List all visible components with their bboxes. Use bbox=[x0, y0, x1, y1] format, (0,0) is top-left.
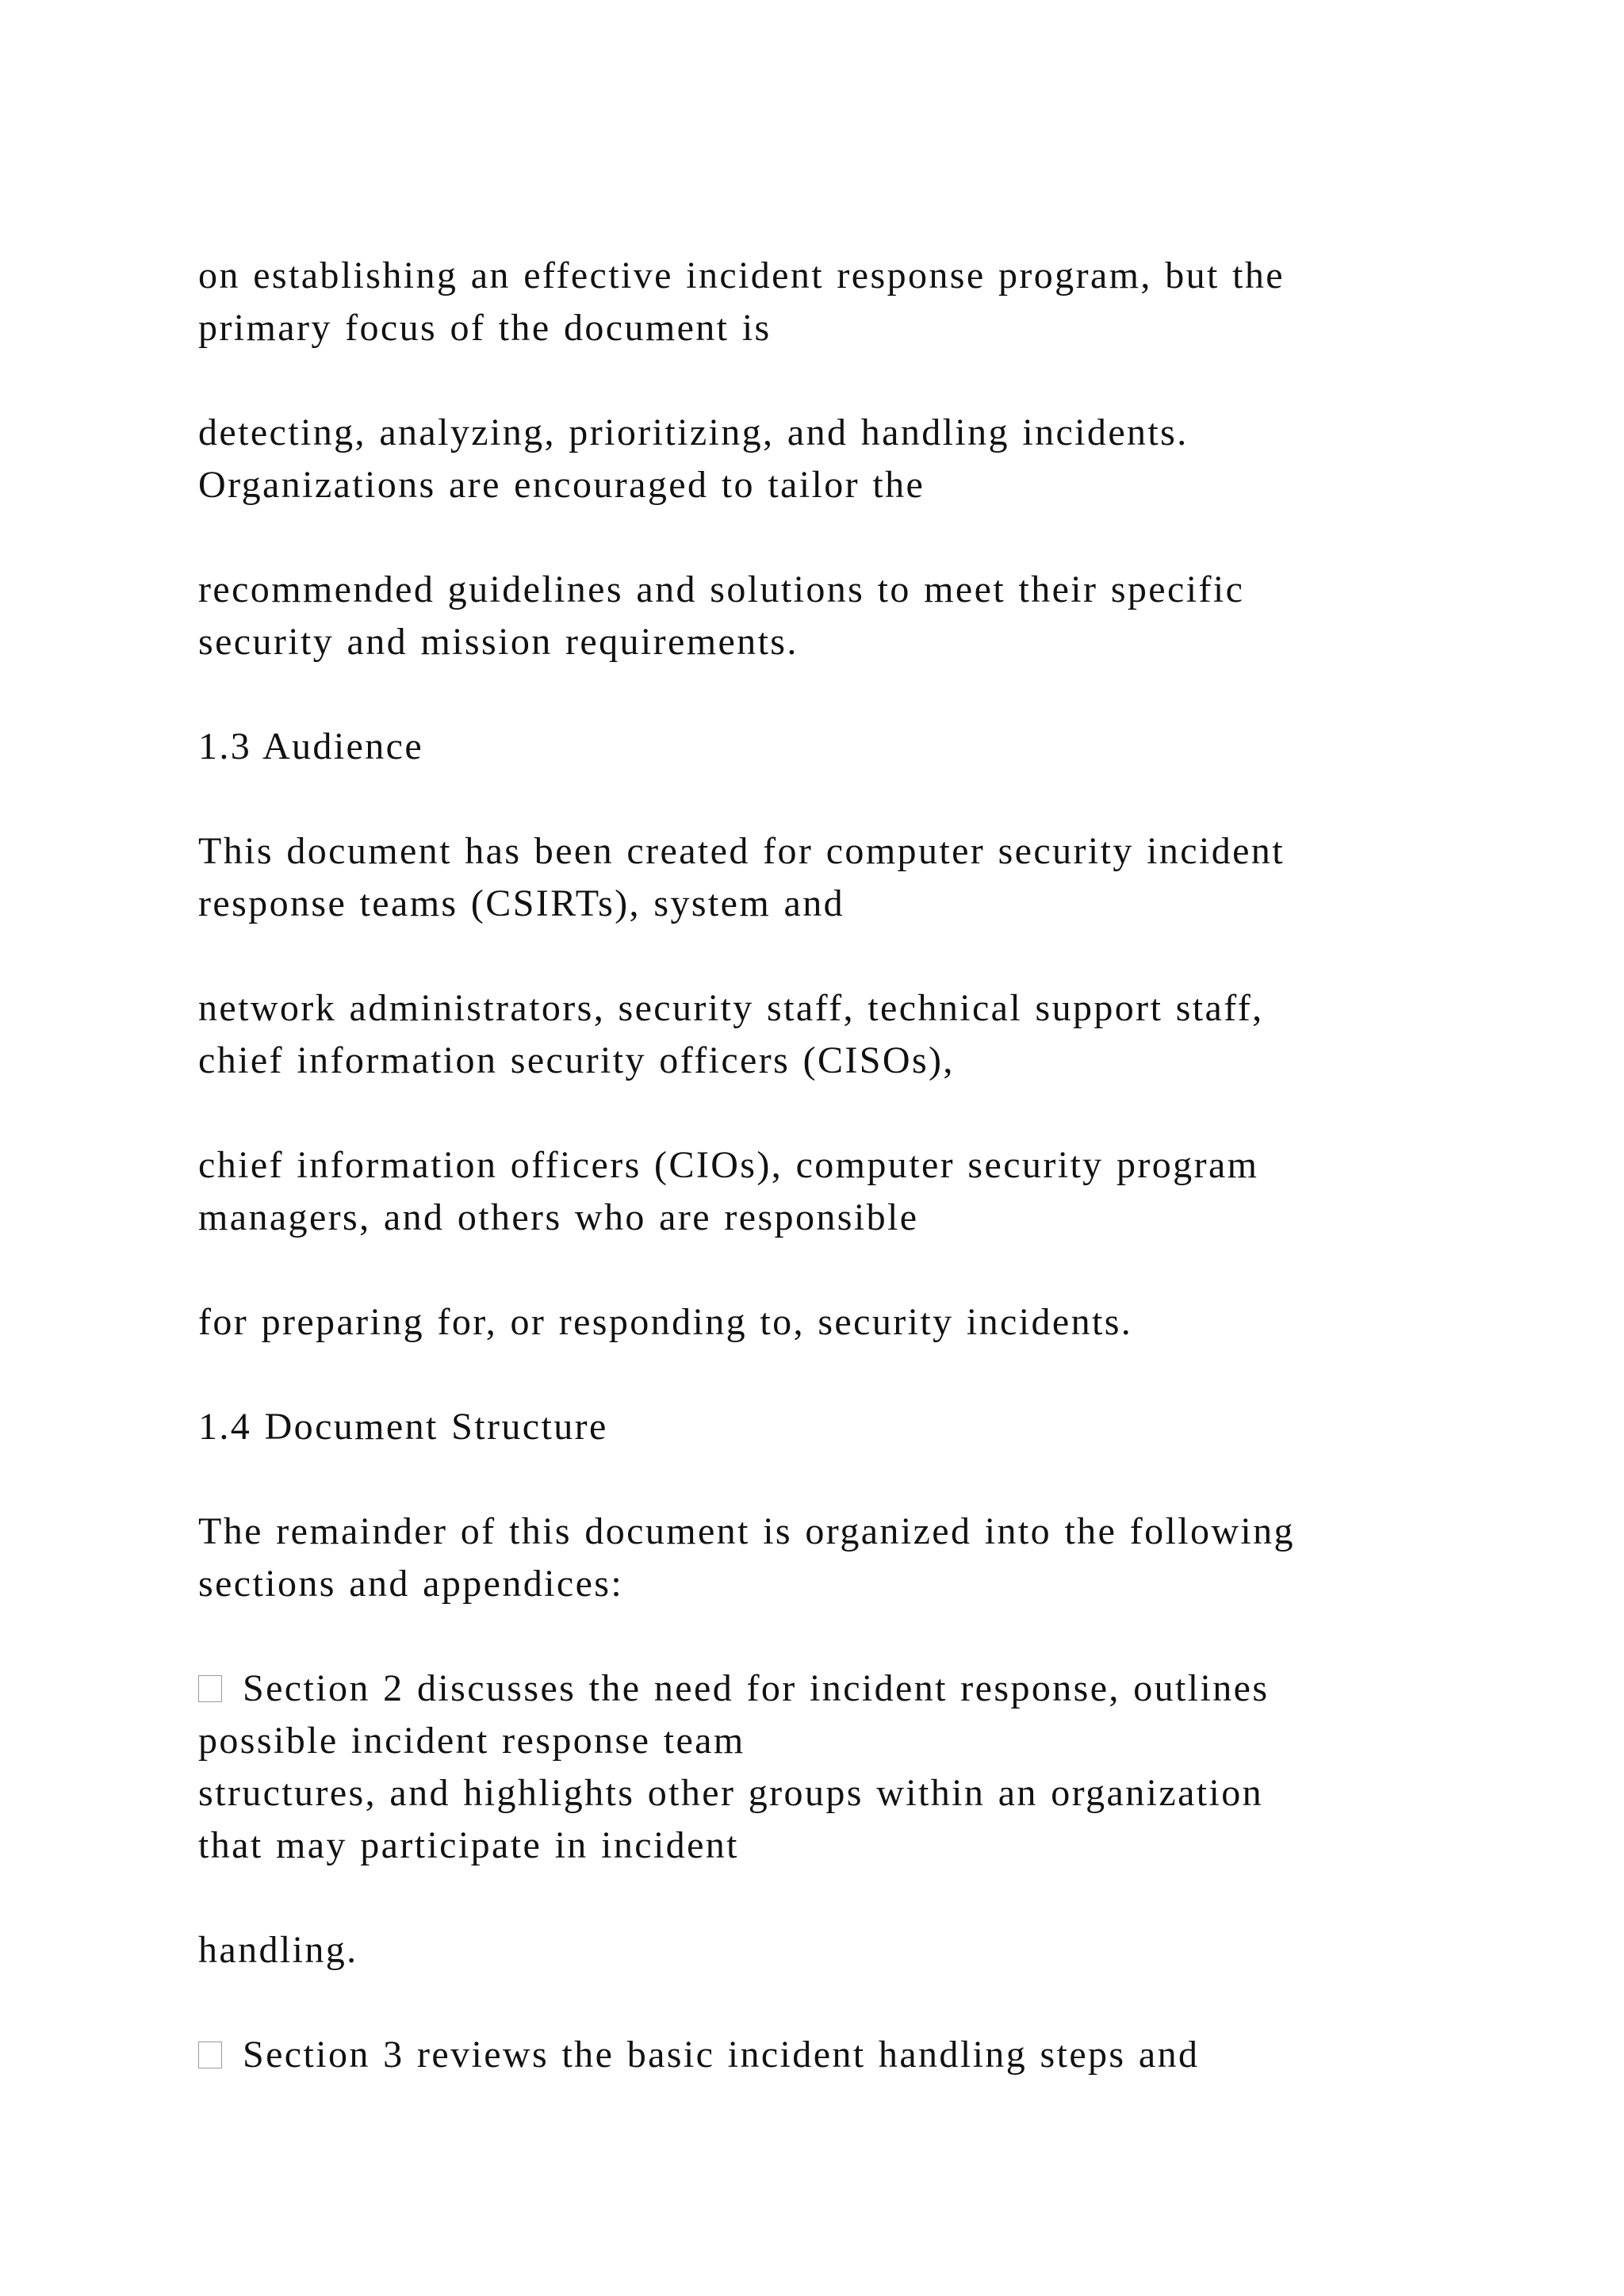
text-line: recommended guidelines and solutions to meet their specific bbox=[198, 568, 1245, 610]
text-line: The remainder of this document is organized into the following bbox=[198, 1510, 1295, 1552]
paragraph-program-focus bbox=[198, 250, 1467, 354]
paragraph-audience-cios bbox=[198, 1139, 1467, 1244]
text-line bbox=[198, 1663, 1467, 1715]
paragraph-audience-admins bbox=[198, 982, 1467, 1087]
text-line: primary focus of the document is bbox=[198, 307, 772, 349]
paragraph-recommended bbox=[198, 564, 1467, 668]
text-line: on establishing an effective incident response program, but the bbox=[198, 254, 1285, 297]
text-line: response teams (CSIRTs), system and bbox=[198, 882, 845, 924]
paragraph-audience-csirts bbox=[198, 825, 1467, 930]
section-heading-audience bbox=[198, 721, 1467, 773]
text-line: This document has been created for computer security incident bbox=[198, 830, 1285, 872]
section-heading-document-structure bbox=[198, 1401, 1467, 1453]
text-line: that may participate in incident bbox=[198, 1824, 739, 1866]
bullet-item-section-3 bbox=[198, 2029, 1467, 2081]
bullet-item-section-2 bbox=[198, 1663, 1467, 1872]
text-line: possible incident response team bbox=[198, 1720, 745, 1762]
text-line: managers, and others who are responsible bbox=[198, 1196, 919, 1238]
document-body bbox=[198, 250, 1467, 2081]
bullet-text: Section 3 reviews the basic incident handling steps and bbox=[243, 2034, 1200, 2076]
heading-text: 1.4 Document Structure bbox=[198, 1406, 608, 1448]
text-line: handling. bbox=[198, 1929, 358, 1971]
text-line: for preparing for, or responding to, security incidents. bbox=[198, 1301, 1133, 1343]
paragraph-detecting bbox=[198, 407, 1467, 511]
text-line: chief information officers (CIOs), computer security program bbox=[198, 1144, 1259, 1186]
text-line: security and mission requirements. bbox=[198, 621, 799, 663]
missing-glyph-bullet-icon bbox=[198, 2042, 222, 2068]
text-line bbox=[198, 2029, 1467, 2081]
text-line: chief information security officers (CISOs), bbox=[198, 1039, 955, 1081]
text-line: detecting, analyzing, prioritizing, and handling incidents. bbox=[198, 411, 1189, 453]
bullet-text: Section 2 discusses the need for incident response, outlines bbox=[243, 1667, 1270, 1709]
text-line: sections and appendices: bbox=[198, 1563, 624, 1605]
missing-glyph-bullet-icon bbox=[198, 1675, 222, 1702]
text-line: structures, and highlights other groups within an organization bbox=[198, 1772, 1264, 1814]
text-line: Organizations are encouraged to tailor the bbox=[198, 464, 925, 506]
paragraph-audience-preparing bbox=[198, 1296, 1467, 1349]
paragraph-remainder bbox=[198, 1506, 1467, 1610]
heading-text: 1.3 Audience bbox=[198, 725, 424, 767]
paragraph-handling bbox=[198, 1924, 1467, 1976]
text-line: network administrators, security staff, technical support staff, bbox=[198, 987, 1264, 1029]
